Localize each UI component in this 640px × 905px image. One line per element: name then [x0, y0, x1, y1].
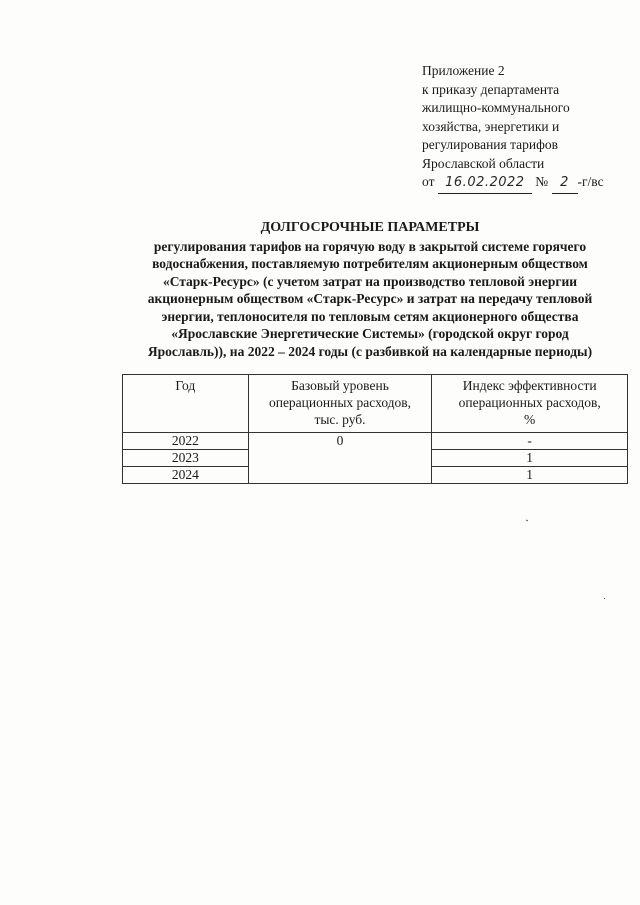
header-index-line: операционных расходов,: [458, 395, 601, 410]
appendix-line: регулирования тарифов: [422, 137, 559, 152]
title-heading: ДОЛГОСРОЧНЫЕ ПАРАМЕТРЫ: [260, 220, 480, 235]
title-line: регулирования тарифов на горячую воду в закрытой системе горячего: [153, 238, 587, 254]
year-cell: 2024: [123, 467, 249, 484]
header-year: [123, 375, 249, 433]
date-prefix: от: [422, 174, 435, 189]
appendix-line: жилищно-коммунального: [422, 100, 570, 115]
index-cell: 1: [432, 467, 628, 484]
header-year-label: Год: [175, 378, 196, 393]
title-line: «Ярославские Энергетические Системы» (городской округ город: [171, 326, 569, 341]
header-index-line: Индекс эффективности: [462, 378, 597, 393]
handwritten-date: 16.02.2022: [438, 174, 532, 194]
handwritten-number: 2: [552, 174, 578, 194]
title-line: «Старк-Ресурс» (с учетом затрат на производство тепловой энергии: [162, 273, 578, 289]
scan-speck: [604, 598, 605, 599]
title-line: энергии, теплоносителя по тепловым сетям акционерного общества: [161, 308, 579, 324]
number-sign: №: [535, 174, 549, 189]
title-line: Ярославль)), на 2022 – 2024 годы (с разбивкой на календарные периоды): [147, 343, 593, 359]
index-cell: -: [432, 433, 628, 450]
base-level-cell: 0: [248, 433, 432, 484]
title-line: акционерным обществом «Старк-Ресурс» и затрат на передачу тепловой: [147, 291, 593, 306]
table-row: [123, 433, 628, 450]
appendix-line: Ярославской области: [422, 155, 545, 171]
appendix-header: [422, 62, 632, 194]
header-base-line: тыс. руб.: [314, 412, 366, 427]
document-title: [110, 219, 630, 360]
number-suffix: -г/вс: [577, 174, 604, 189]
title-line: водоснабжения, поставляемую потребителям акционерным обществом: [152, 256, 588, 271]
index-cell: 1: [432, 450, 628, 467]
appendix-line: хозяйства, энергетики и: [422, 118, 560, 134]
year-cell: 2022: [123, 433, 249, 450]
parameters-table: [122, 374, 628, 484]
header-index-line: %: [524, 412, 536, 427]
appendix-line: Приложение 2: [422, 63, 505, 78]
appendix-date-line: [422, 173, 632, 194]
year-cell: 2023: [123, 450, 249, 467]
header-base-level: [248, 375, 432, 433]
scan-speck: [526, 520, 528, 522]
header-efficiency-index: [432, 375, 628, 433]
table-header-row: [123, 375, 628, 433]
header-base-line: операционных расходов,: [268, 395, 412, 410]
appendix-line: к приказу департамента: [422, 81, 560, 97]
header-base-line: Базовый уровень: [291, 378, 389, 393]
